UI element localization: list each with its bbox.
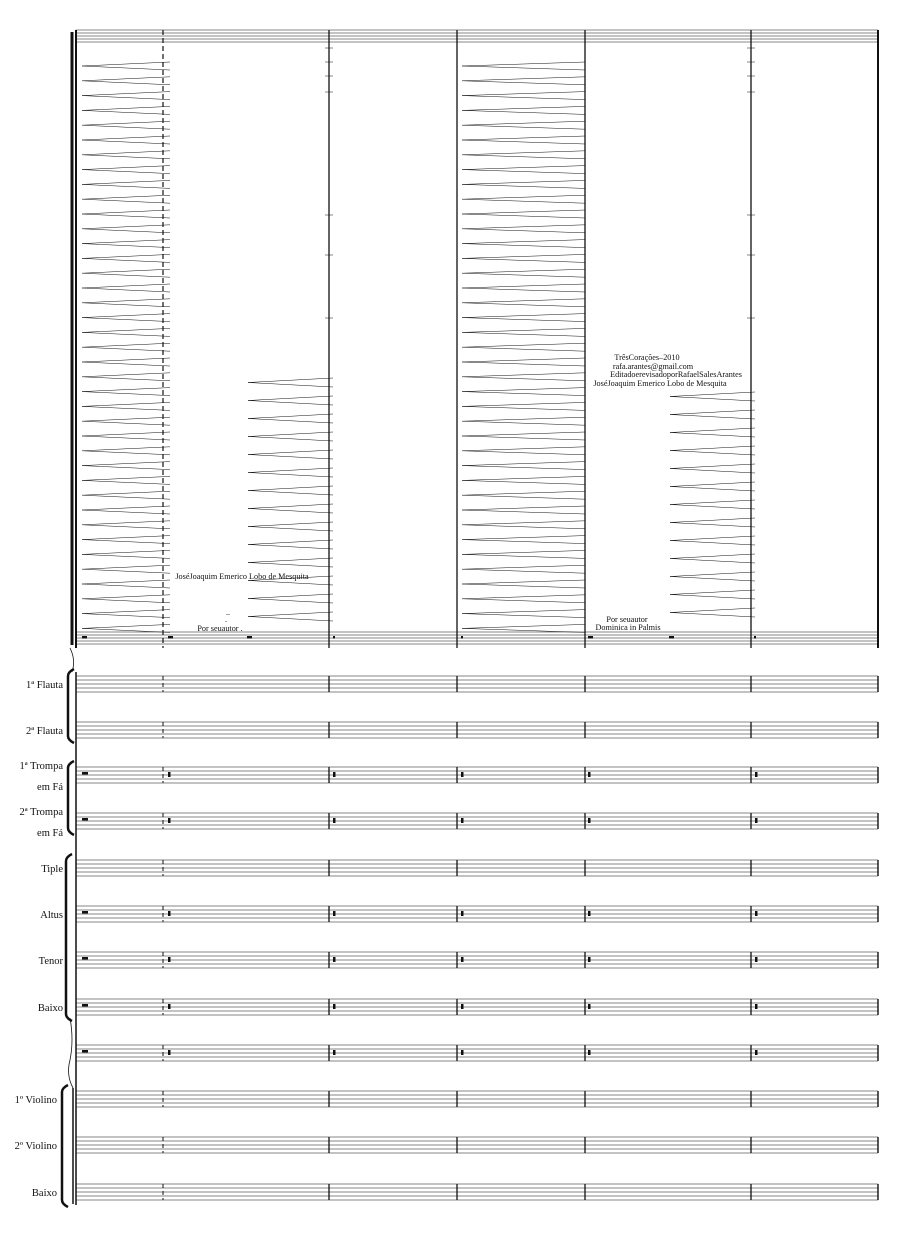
measure-rest: [588, 957, 591, 962]
credit-editor: EditadoerevisadoporRafaelSalesArantes: [610, 370, 742, 379]
credit-dots: ..: [225, 608, 231, 617]
label-trompa-2: 2ª Trompa: [19, 807, 63, 818]
measure-rest: [461, 1050, 464, 1055]
rest-mark: [754, 636, 756, 639]
measure-rest: [461, 957, 464, 962]
label-violino-1: 1º Violino: [14, 1095, 57, 1106]
label-flauta-2: 2ª Flauta: [25, 726, 63, 737]
measure-rest: [333, 1050, 336, 1055]
label-baixo-voice: Baixo: [37, 1003, 63, 1014]
rest-mark: [247, 636, 252, 639]
rest-mark: [333, 636, 335, 639]
measure-rest: [168, 957, 171, 962]
credit-title: Dominica in Palmis: [595, 623, 661, 632]
label-trompa-1: 1ª Trompa: [19, 761, 63, 772]
measure-rest: [755, 957, 758, 962]
whole-rest: [82, 1050, 88, 1053]
whole-rest: [82, 1004, 88, 1007]
measure-rest: [461, 1004, 464, 1009]
whole-rest: [82, 772, 88, 775]
rest-mark: [168, 636, 173, 639]
measure-rest: [168, 772, 171, 777]
brace-continuo-connector: [69, 1018, 73, 1088]
credit-attribution-right: Por seuautor: [606, 615, 648, 624]
measure-rest: [168, 911, 171, 916]
label-tenor: Tenor: [38, 956, 63, 967]
label-tiple: Tiple: [41, 864, 63, 875]
measure-rest: [755, 772, 758, 777]
label-trompa-1-key: em Fá: [37, 782, 63, 793]
measure-rest: [588, 772, 591, 777]
measure-rest: [588, 1004, 591, 1009]
credit-email: rafa.arantes@gmail.com: [612, 362, 694, 371]
whole-rest: [82, 818, 88, 821]
measure-rest: [755, 911, 758, 916]
measure-rest: [461, 818, 464, 823]
measure-rest: [755, 1050, 758, 1055]
measure-rest: [168, 1004, 171, 1009]
label-baixo-strings: Baixo: [31, 1188, 57, 1199]
rest-mark: [669, 636, 674, 639]
credit-dot: .: [224, 615, 228, 624]
bracket-horns: [68, 761, 74, 835]
measure-rest: [168, 818, 171, 823]
measure-rest: [755, 1004, 758, 1009]
measure-rest: [588, 1050, 591, 1055]
measure-rest: [333, 911, 336, 916]
score-system: [62, 30, 878, 1207]
credit-composer-left: JoséJoaquim Emerico Lobo de Mesquita: [175, 572, 309, 581]
measure-rest: [461, 911, 464, 916]
measure-rest: [333, 818, 336, 823]
credit-place-year: TrêsCorações–2010: [614, 353, 680, 362]
measure-rest: [461, 772, 464, 777]
label-altus: Altus: [40, 910, 63, 921]
whole-rest: [82, 911, 88, 914]
zigzag-beam-1: [82, 62, 170, 632]
zigzag-beam-2: [462, 62, 585, 632]
bracket-strings: [62, 1085, 68, 1207]
measure-rest: [333, 1004, 336, 1009]
measure-rest: [588, 818, 591, 823]
bracket-voices: [66, 854, 72, 1021]
whole-rest: [82, 957, 88, 960]
rest-mark: [82, 636, 87, 639]
label-trompa-2-key: em Fá: [37, 828, 63, 839]
rest-mark: [588, 636, 593, 639]
system-connector: [70, 648, 74, 672]
zigzag-beam-3: [248, 378, 333, 621]
credit-attribution-left: Por seuautor .: [197, 624, 243, 633]
measure-rest: [755, 818, 758, 823]
bracket-flutes: [68, 669, 74, 743]
measure-rest: [333, 772, 336, 777]
label-flauta-1: 1ª Flauta: [25, 680, 63, 691]
measure-rest: [588, 911, 591, 916]
zigzag-beam-4: [670, 392, 755, 617]
measure-rest: [333, 957, 336, 962]
label-violino-2: 2º Violino: [14, 1141, 57, 1152]
credit-composer-right: JoséJoaquim Emerico Lobo de Mesquita: [593, 379, 727, 388]
rest-mark: [461, 636, 463, 639]
measure-rest: [168, 1050, 171, 1055]
